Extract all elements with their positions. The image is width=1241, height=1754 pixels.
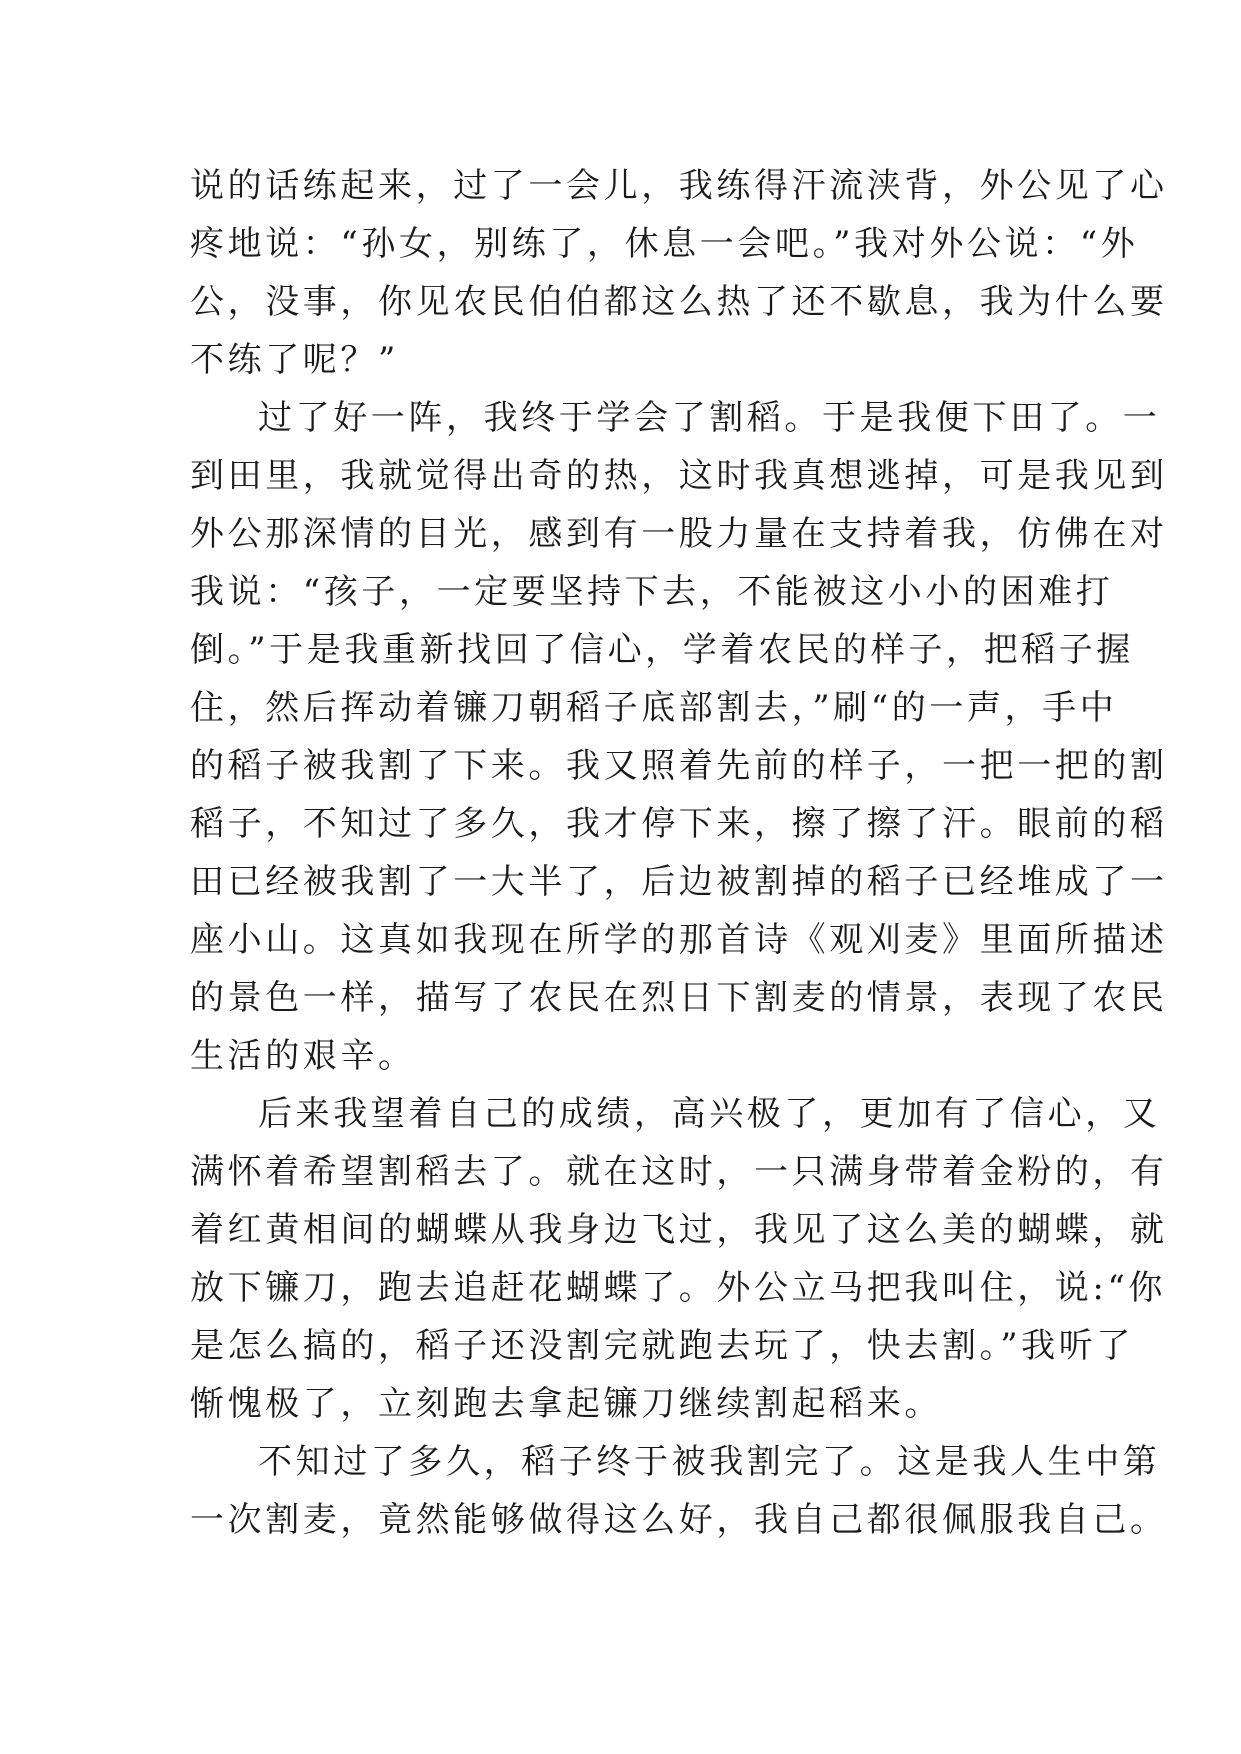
paragraph-line: 座小山。这真如我现在所学的那首诗《观刈麦》里面所描述 xyxy=(190,920,1168,960)
paragraph-line: 稻子，不知过了多久，我才停下来，擦了擦了汗。眼前的稻 xyxy=(190,804,1168,844)
paragraph-line: 我说：“孩子，一定要坚持下去，不能被这小小的困难打 xyxy=(190,572,1114,612)
paragraph-line: 田已经被我割了一大半了，后边被割掉的稻子已经堆成了一 xyxy=(190,862,1168,902)
paragraph-line: 过了好一阵，我终于学会了割稻。于是我便下田了。一 xyxy=(258,398,1161,438)
paragraph-line: 满怀着希望割稻去了。就在这时，一只满身带着金粉的，有 xyxy=(190,1152,1168,1192)
paragraph-1 xyxy=(190,157,1168,389)
paragraph-line: 外公那深情的目光，感到有一股力量在支持着我，仿佛在对 xyxy=(190,514,1168,554)
paragraph-line: 放下镰刀，跑去追赶花蝴蝶了。外公立马把我叫住，说:“你 xyxy=(190,1268,1167,1308)
paragraph-line: 疼地说：“孙女，别练了，休息一会吧。”我对外公说：“外 xyxy=(190,224,1139,264)
paragraph-2 xyxy=(190,389,1168,1085)
paragraph-line: 不练了呢？” xyxy=(190,340,399,380)
paragraph-line: 不知过了多久，稻子终于被我割完了。这是我人生中第 xyxy=(258,1442,1161,1482)
paragraph-line: 住，然后挥动着镰刀朝稻子底部割去，”刷“的一声，手中 xyxy=(190,688,1118,728)
paragraph-line: 生活的艰辛。 xyxy=(190,1036,416,1076)
paragraph-line: 公，没事，你见农民伯伯都这么热了还不歇息，我为什么要 xyxy=(190,282,1168,322)
paragraph-line: 的稻子被我割了下来。我又照着先前的样子，一把一把的割 xyxy=(190,746,1168,786)
paragraph-line: 倒。”于是我重新找回了信心，学着农民的样子，把稻子握 xyxy=(190,630,1134,670)
document-text-body xyxy=(190,157,1168,1549)
paragraph-4 xyxy=(190,1433,1168,1549)
paragraph-line: 着红黄相间的蝴蝶从我身边飞过，我见了这么美的蝴蝶，就 xyxy=(190,1210,1168,1250)
paragraph-3 xyxy=(190,1085,1168,1433)
paragraph-line: 是怎么搞的，稻子还没割完就跑去玩了，快去割。”我听了 xyxy=(190,1326,1134,1366)
paragraph-line: 后来我望着自己的成绩，高兴极了，更加有了信心，又 xyxy=(258,1094,1161,1134)
paragraph-line: 一次割麦，竟然能够做得这么好，我自己都很佩服我自己。 xyxy=(190,1500,1168,1540)
paragraph-line: 到田里，我就觉得出奇的热，这时我真想逃掉，可是我见到 xyxy=(190,456,1168,496)
paragraph-line: 的景色一样，描写了农民在烈日下割麦的情景，表现了农民 xyxy=(190,978,1168,1018)
paragraph-line: 惭愧极了，立刻跑去拿起镰刀继续割起稻来。 xyxy=(190,1384,942,1424)
paragraph-line: 说的话练起来，过了一会儿，我练得汗流浃背，外公见了心 xyxy=(190,166,1168,206)
